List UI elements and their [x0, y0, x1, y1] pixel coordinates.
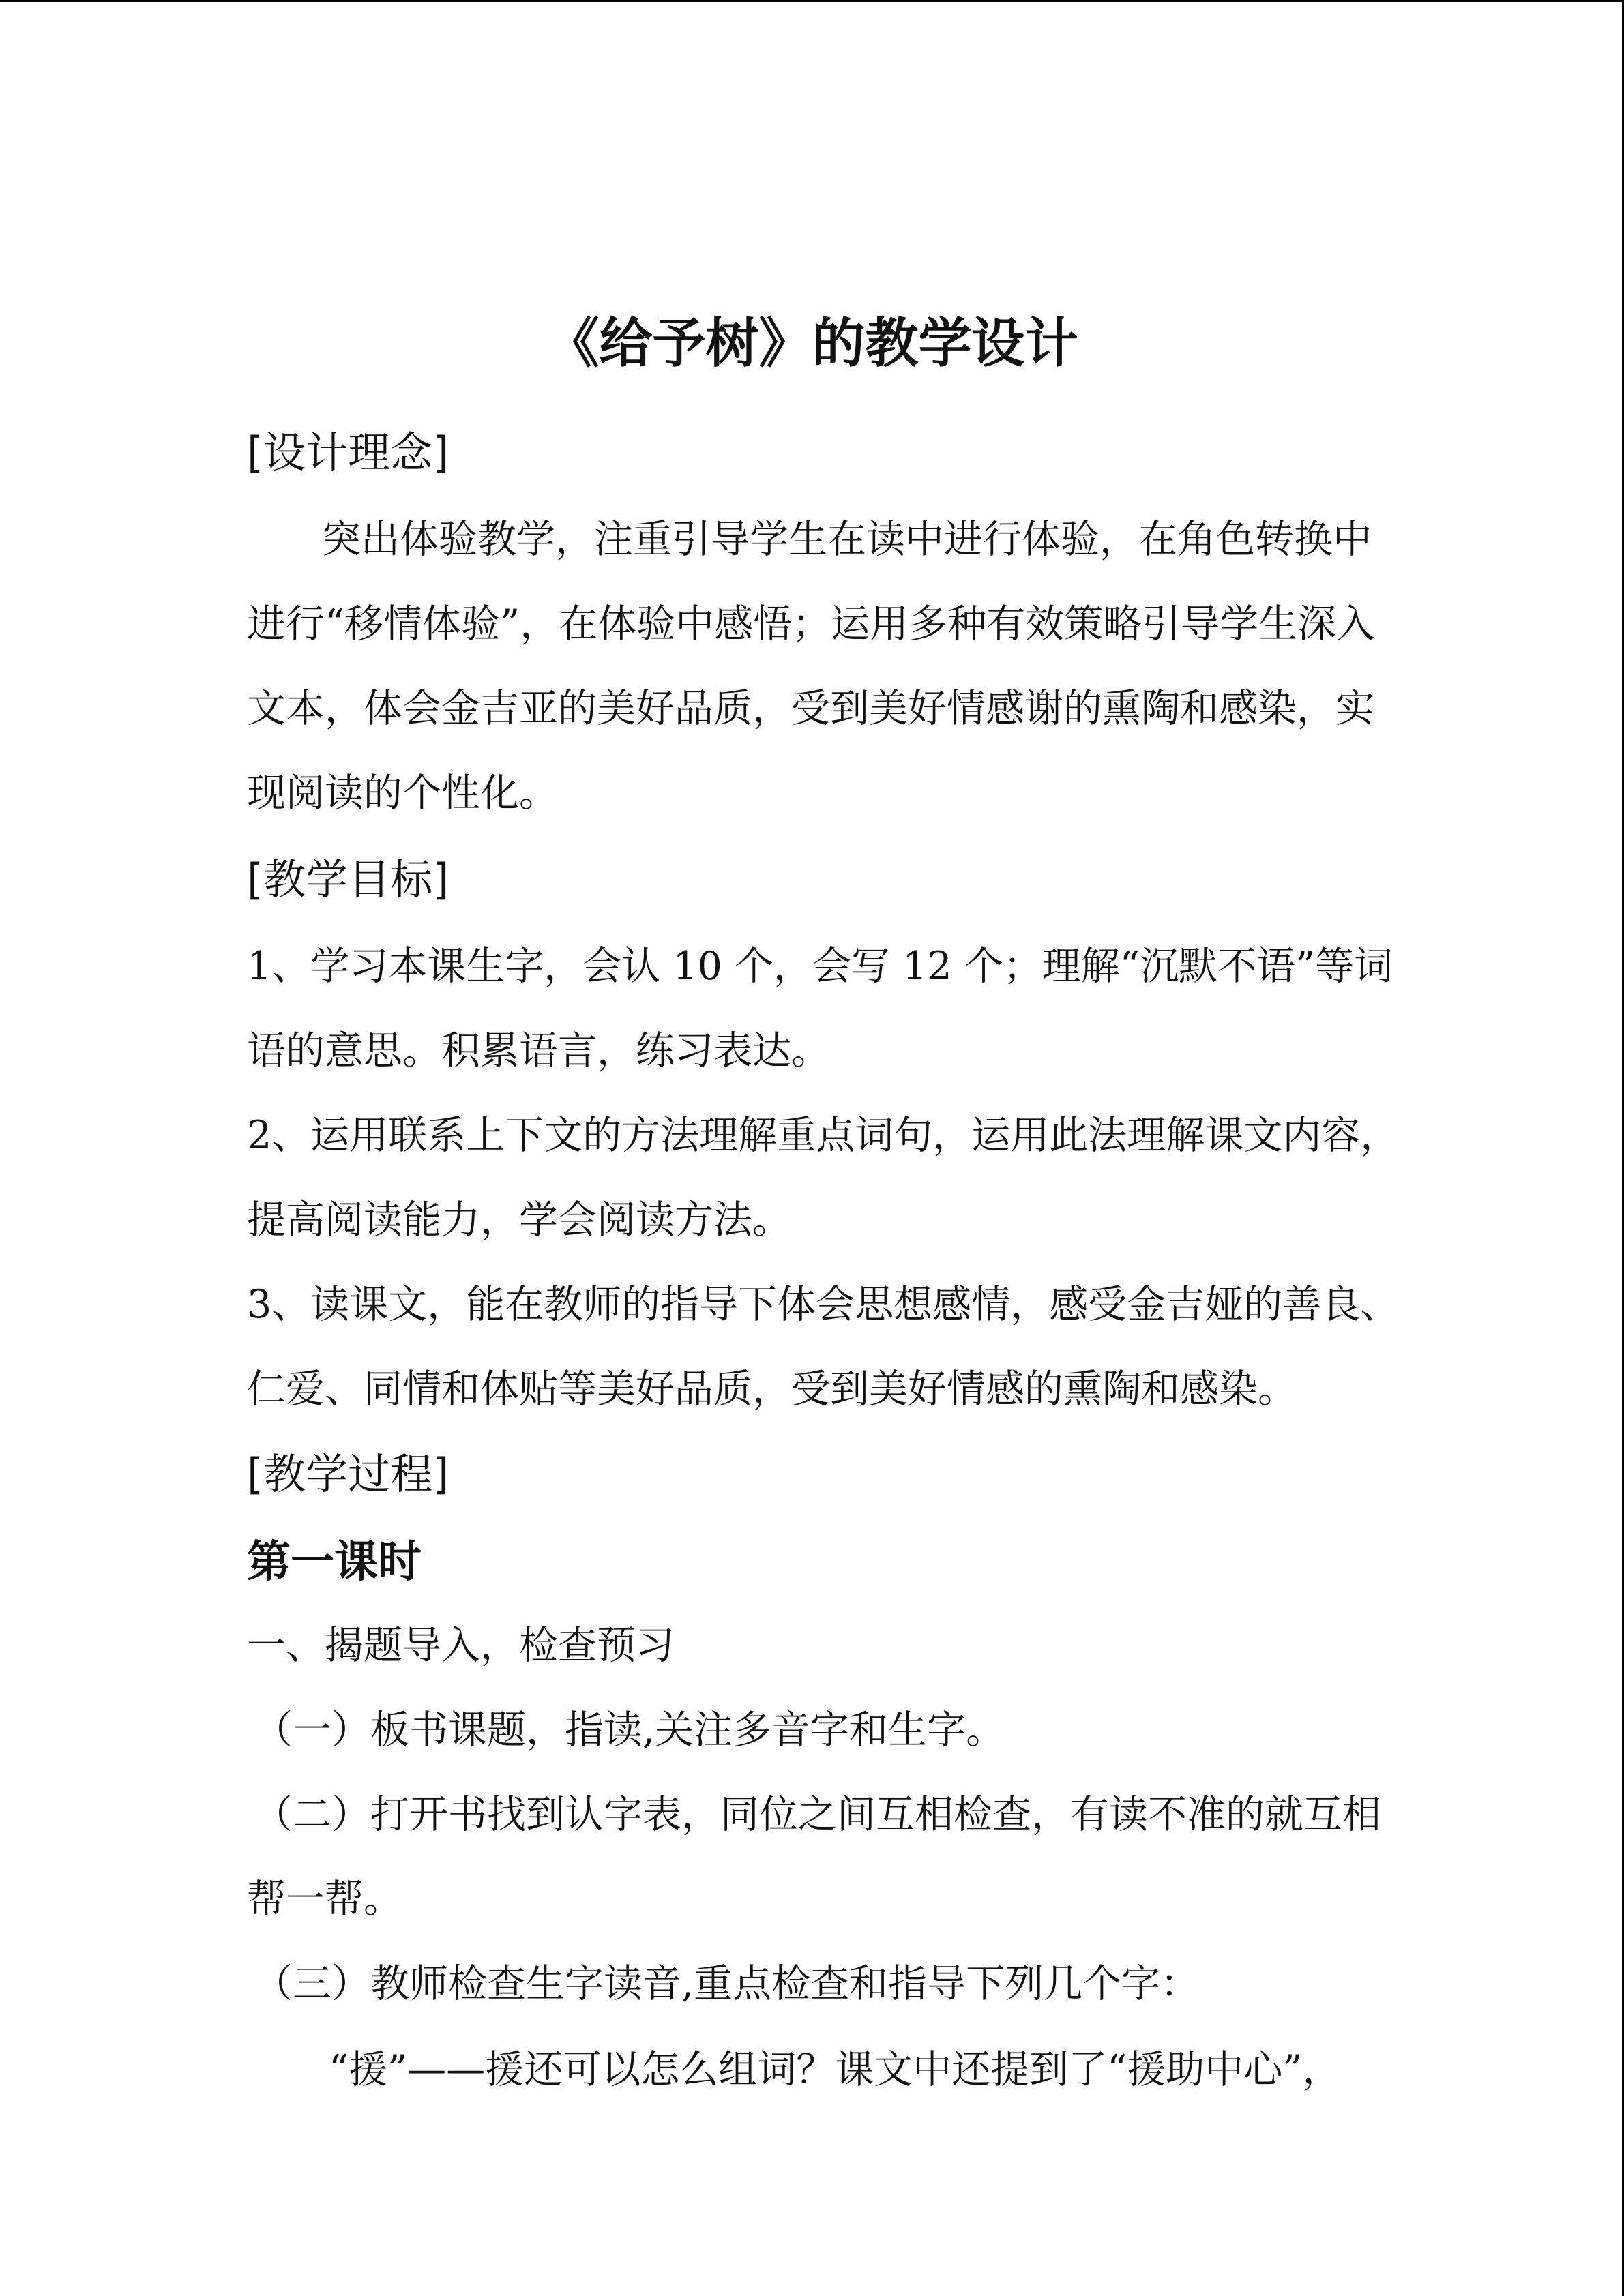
section-heading-design-concept: [设计理念]: [247, 428, 449, 477]
objective-line: 语的意思。积累语言，练习表达。: [247, 1028, 830, 1073]
process-line: 帮一帮。: [247, 1877, 402, 1922]
objective-line: 仁爱、同情和体贴等美好品质，受到美好情感的熏陶和感染。: [247, 1367, 1297, 1412]
process-line: （一）板书课题，指读,关注多音字和生字。: [254, 1708, 1005, 1753]
section-heading-objectives: [教学目标]: [247, 854, 449, 904]
objective-line: 3、读课文，能在教师的指导下体会思想感情，感受金吉娅的善良、: [247, 1282, 1400, 1327]
objective-line: 提高阅读能力，学会阅读方法。: [247, 1197, 791, 1242]
paragraph-line: 文本，体会金吉亚的美好品质，受到美好情感谢的熏陶和感染，实: [247, 686, 1374, 731]
section-title: 一、揭题导入，检查预习: [247, 1623, 675, 1668]
paragraph-line: 现阅读的个性化。: [247, 771, 558, 816]
process-line: （二）打开书找到认字表，同位之间互相检查，有读不准的就互相: [254, 1792, 1381, 1837]
objective-line: 1、学习本课生字，会认 10 个，会写 12 个；理解“沉默不语”等词: [247, 944, 1393, 989]
paragraph-line: 突出体验教学，注重引导学生在读中进行体验，在角色转换中: [322, 517, 1372, 562]
section-heading-process: [教学过程]: [247, 1449, 449, 1499]
process-line: （三）教师检查生字读音,重点检查和指导下列几个字：: [254, 1961, 1200, 2006]
lesson-title: 第一课时: [247, 1537, 422, 1587]
document-title: 《给予树》的教学设计: [546, 313, 1078, 374]
paragraph-line: 进行“移情体验”，在体验中感悟；运用多种有效策略引导学生深入: [247, 601, 1376, 646]
objective-line: 2、运用联系上下文的方法理解重点词句，运用此法理解课文内容，: [247, 1113, 1400, 1158]
process-line: “援”——援还可以怎么组词？课文中还提到了“援助中心”，: [329, 2047, 1342, 2092]
